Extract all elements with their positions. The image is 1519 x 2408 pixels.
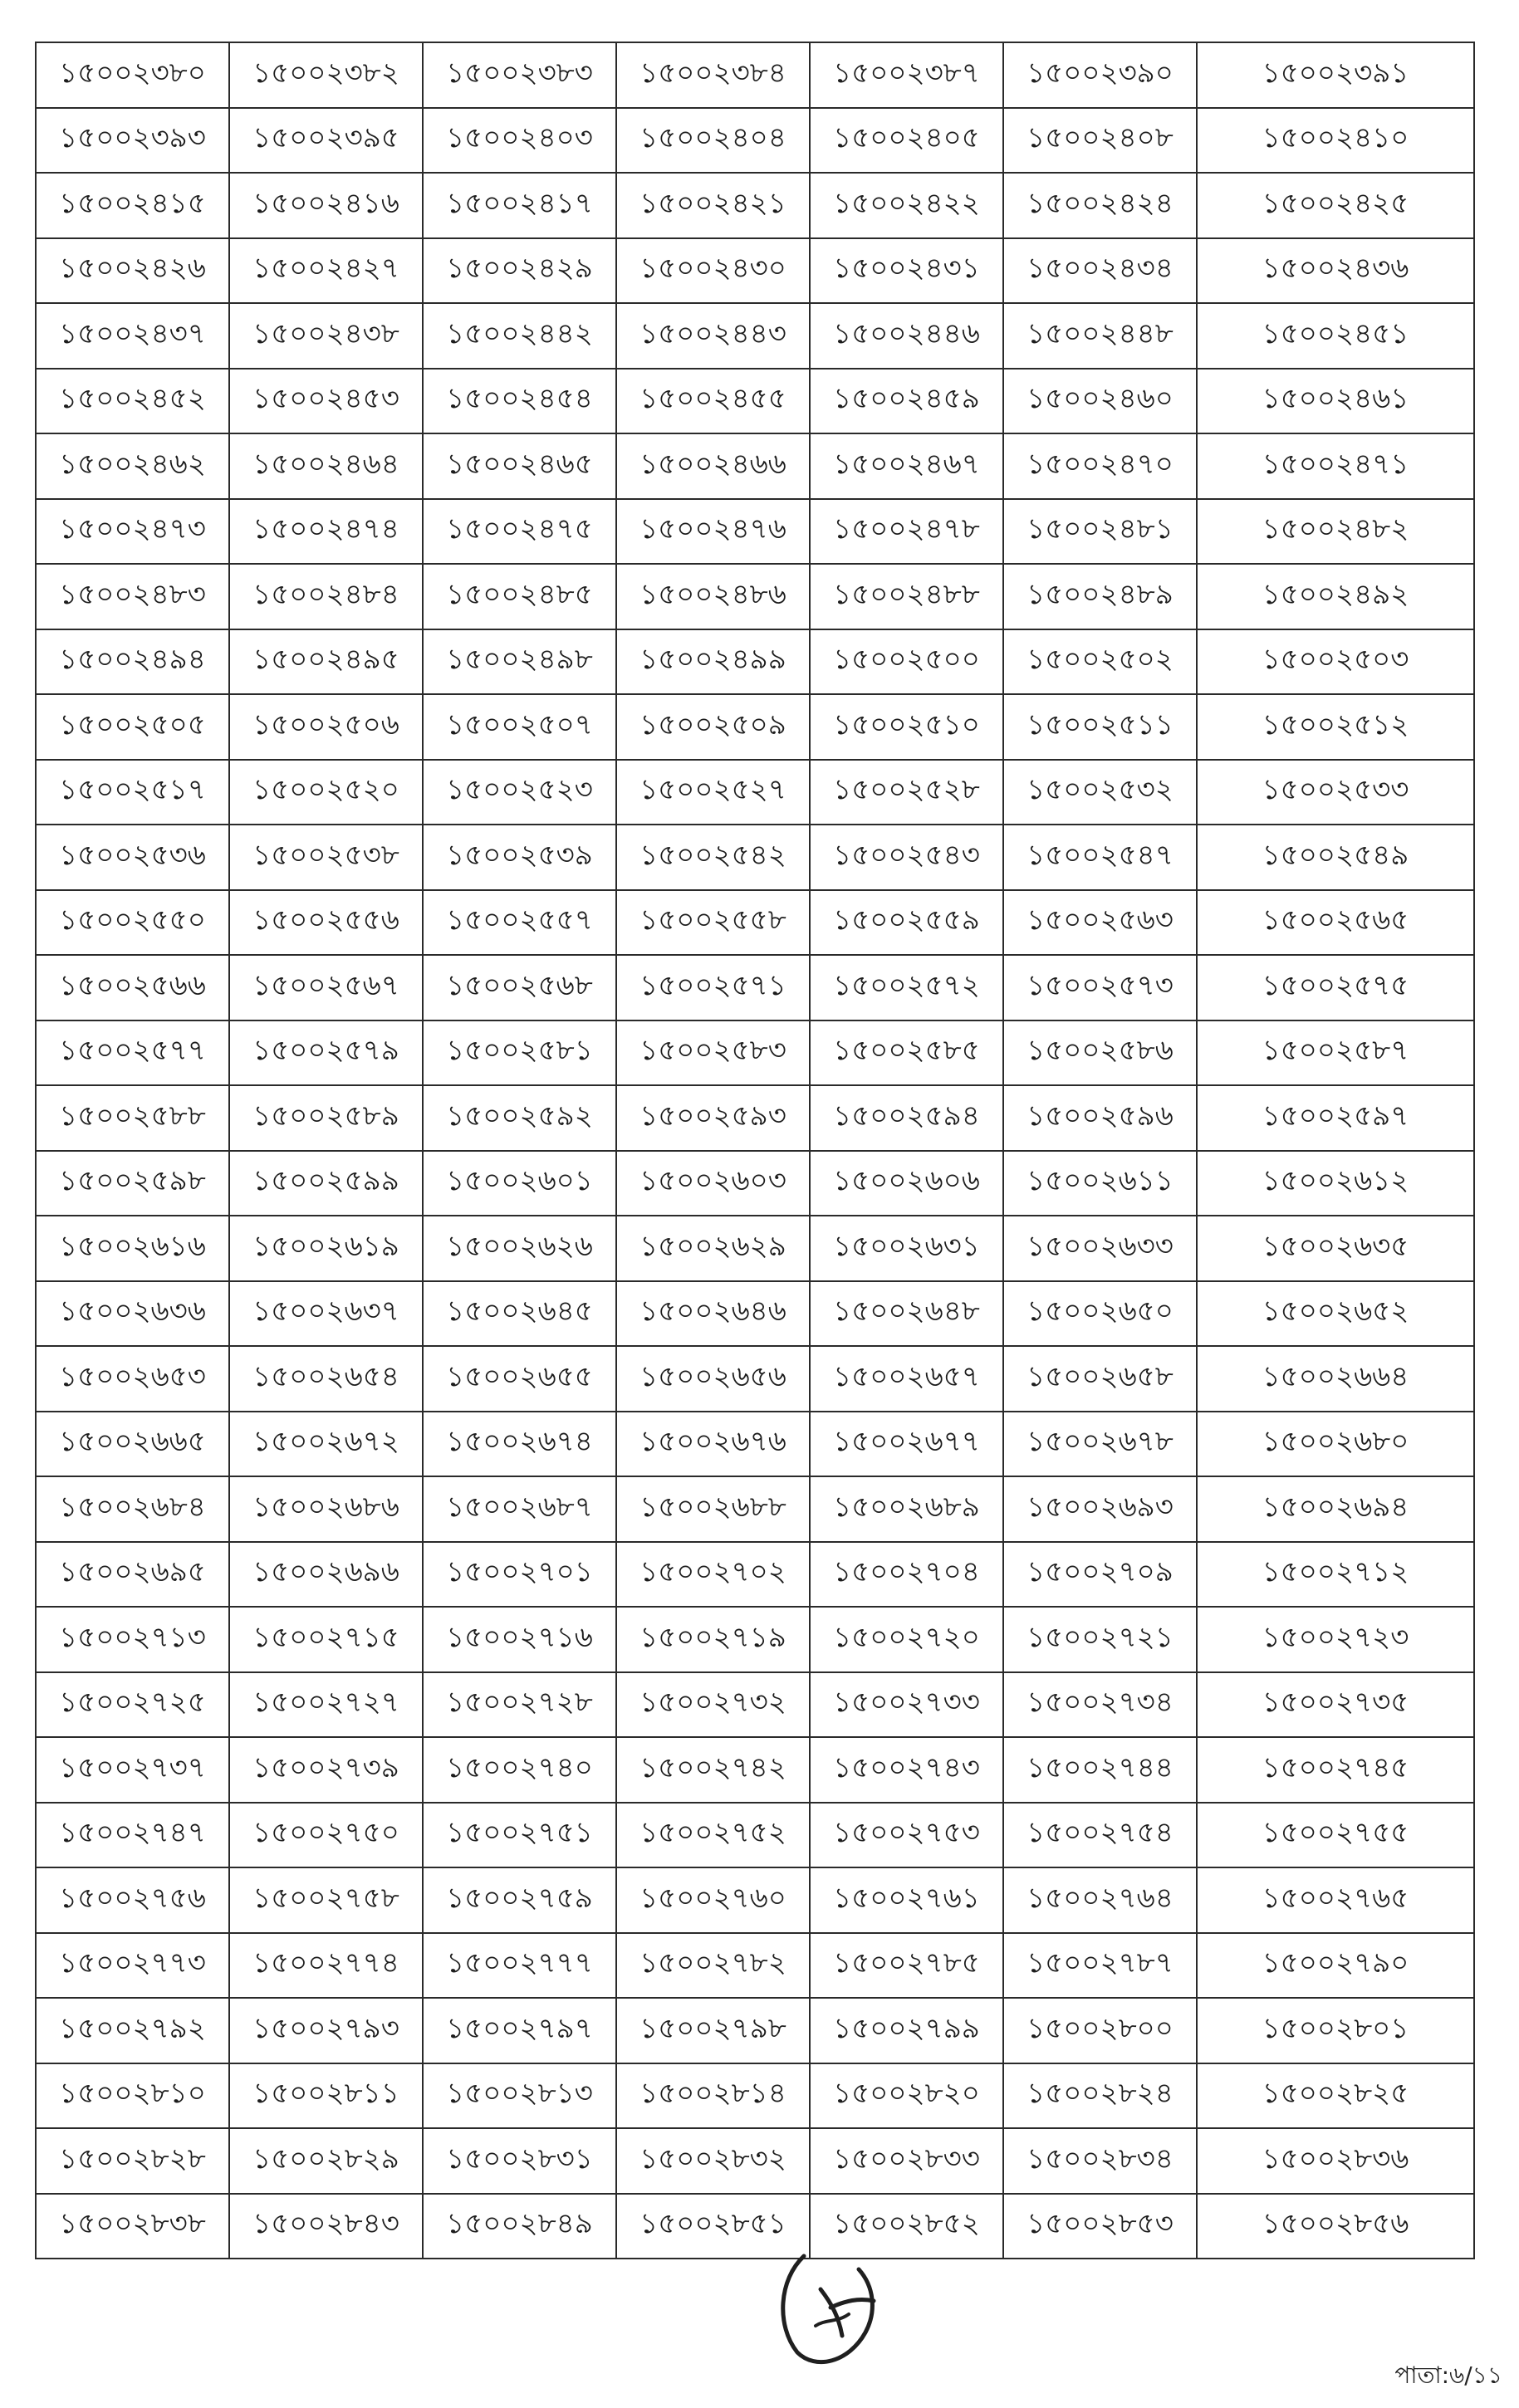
roll-number-cell: ১৫০০২৪৫২ [36,369,229,434]
roll-number-cell: ১৫০০২৭২০ [810,1607,1003,1672]
roll-number-cell: ১৫০০২৪৯৯ [616,629,810,695]
roll-number-cell: ১৫০০২৪৮৩ [36,564,229,629]
table-row [36,499,1474,565]
roll-number-cell: ১৫০০২৭৯৭ [423,1998,616,2063]
roll-number-cell: ১৫০০২৫২০ [229,760,423,825]
roll-number-cell: ১৫০০২৪৮৫ [423,564,616,629]
roll-number-cell: ১৫০০২৫৯২ [423,1085,616,1151]
roll-number-cell: ১৫০০২৪২৪ [1003,173,1197,238]
roll-number-cell: ১৫০০২৭৯৩ [229,1998,423,2063]
roll-number-cell: ১৫০০২৭৩৩ [810,1672,1003,1738]
roll-number-cell: ১৫০০২৮২৪ [1003,2063,1197,2129]
roll-number-cell: ১৫০০২৬৫২ [1197,1281,1474,1347]
table-row [36,42,1474,108]
roll-number-cell: ১৫০০২৪৯২ [1197,564,1474,629]
table-row [36,173,1474,238]
roll-number-cell: ১৫০০২৬৮৬ [229,1476,423,1542]
roll-number-cell: ১৫০০২৫৮১ [423,1020,616,1086]
roll-number-cell: ১৫০০২৭১২ [1197,1542,1474,1608]
roll-number-cell: ১৫০০২৭৩২ [616,1672,810,1738]
roll-number-cell: ১৫০০২৭৯০ [1197,1933,1474,1999]
roll-number-cell: ১৫০০২৪৩১ [810,238,1003,304]
roll-number-cell: ১৫০০২৪৭৫ [423,499,616,565]
table-row [36,760,1474,825]
roll-number-cell: ১৫০০২৫৮৮ [36,1085,229,1151]
roll-number-cell: ১৫০০২৬৫৩ [36,1346,229,1412]
roll-number-cell: ১৫০০২৮৩২ [616,2128,810,2194]
roll-number-cell: ১৫০০২৪৭০ [1003,433,1197,499]
roll-number-cell: ১৫০০২৬৯৫ [36,1542,229,1608]
signature-mark [772,2246,897,2371]
roll-number-cell: ১৫০০২৫৩৮ [229,825,423,890]
roll-number-cell: ১৫০০২৬৭৮ [1003,1412,1197,1477]
table-row [36,1933,1474,1999]
roll-number-cell: ১৫০০২৫১০ [810,694,1003,760]
roll-number-cell: ১৫০০২৪৪৮ [1003,303,1197,369]
roll-number-cell: ১৫০০২৭৯৯ [810,1998,1003,2063]
roll-number-cell: ১৫০০২৫৫০ [36,890,229,956]
roll-number-cell: ১৫০০২৫৯৯ [229,1151,423,1216]
table-row [36,238,1474,304]
roll-number-cell: ১৫০০২৬৮৪ [36,1476,229,1542]
roll-number-table [35,42,1475,2259]
roll-number-cell: ১৫০০২৪৬৭ [810,433,1003,499]
roll-number-cell: ১৫০০২৬৩৩ [1003,1216,1197,1281]
table-row [36,694,1474,760]
roll-number-cell: ১৫০০২৮৩১ [423,2128,616,2194]
table-row [36,825,1474,890]
roll-number-cell: ১৫০০২৮৫৩ [1003,2194,1197,2259]
roll-number-cell: ১৫০০২৪৭৪ [229,499,423,565]
roll-number-cell: ১৫০০২৪৭১ [1197,433,1474,499]
roll-number-cell: ১৫০০২৫০৬ [229,694,423,760]
roll-number-cell: ১৫০০২৪৫৪ [423,369,616,434]
roll-number-cell: ১৫০০২৬৩৫ [1197,1216,1474,1281]
roll-number-cell: ১৫০০২৭৩৫ [1197,1672,1474,1738]
roll-number-cell: ১৫০০২৬৫৮ [1003,1346,1197,1412]
roll-number-cell: ১৫০০২৩৮০ [36,42,229,108]
roll-number-cell: ১৫০০২৪৪৬ [810,303,1003,369]
roll-number-cell: ১৫০০২৬০৩ [616,1151,810,1216]
roll-number-cell: ১৫০০২৬২৬ [423,1216,616,1281]
roll-number-cell: ১৫০০২৫২৭ [616,760,810,825]
roll-number-cell: ১৫০০২৬৭৭ [810,1412,1003,1477]
roll-number-cell: ১৫০০২৫৭২ [810,955,1003,1020]
roll-number-cell: ১৫০০২৬৭৬ [616,1412,810,1477]
roll-number-cell: ১৫০০২৭৬৫ [1197,1867,1474,1933]
roll-number-cell: ১৫০০২৮১৩ [423,2063,616,2129]
roll-number-cell: ১৫০০২৬৮৯ [810,1476,1003,1542]
roll-number-cell: ১৫০০২৩৯৫ [229,108,423,174]
roll-number-cell: ১৫০০২৬১১ [1003,1151,1197,1216]
table-row [36,433,1474,499]
roll-number-cell: ১৫০০২৭১৫ [229,1607,423,1672]
table-row [36,1607,1474,1672]
roll-number-cell: ১৫০০২৭৭৭ [423,1933,616,1999]
roll-number-cell: ১৫০০২৮৩৮ [36,2194,229,2259]
roll-number-cell: ১৫০০২৬২৯ [616,1216,810,1281]
roll-number-cell: ১৫০০২৪৩০ [616,238,810,304]
roll-number-cell: ১৫০০২৬৫৫ [423,1346,616,1412]
table-row [36,1998,1474,2063]
roll-number-cell: ১৫০০২৪১৬ [229,173,423,238]
roll-number-cell: ১৫০০২৫২৩ [423,760,616,825]
roll-number-cell: ১৫০০২৭৪৪ [1003,1737,1197,1803]
roll-number-cell: ১৫০০২৫৪৯ [1197,825,1474,890]
table-row [36,2128,1474,2194]
table-row [36,2063,1474,2129]
roll-number-cell: ১৫০০২৩৯১ [1197,42,1474,108]
roll-number-cell: ১৫০০২৬৯৬ [229,1542,423,1608]
roll-number-cell: ১৫০০২৫৫৬ [229,890,423,956]
roll-number-cell: ১৫০০২৫০৫ [36,694,229,760]
table-row [36,1737,1474,1803]
roll-number-cell: ১৫০০২৫০৭ [423,694,616,760]
roll-number-cell: ১৫০০২৫৩২ [1003,760,1197,825]
roll-number-cell: ১৫০০২৭৩৪ [1003,1672,1197,1738]
roll-number-cell: ১৫০০২৫৪৭ [1003,825,1197,890]
roll-number-cell: ১৫০০২৪৬৬ [616,433,810,499]
roll-number-cell: ১৫০০২৭৫৫ [1197,1803,1474,1868]
roll-number-cell: ১৫০০২৪৮৬ [616,564,810,629]
roll-number-cell: ১৫০০২৬৩১ [810,1216,1003,1281]
roll-number-cell: ১৫০০২৪৩৪ [1003,238,1197,304]
roll-number-cell: ১৫০০২৫৬৬ [36,955,229,1020]
roll-number-cell: ১৫০০২৭৫৮ [229,1867,423,1933]
roll-number-cell: ১৫০০২৮৩৩ [810,2128,1003,2194]
roll-number-cell: ১৫০০২৩৮২ [229,42,423,108]
roll-number-cell: ১৫০০২৬৪৬ [616,1281,810,1347]
table-row [36,1216,1474,1281]
roll-number-cell: ১৫০০২৬০১ [423,1151,616,1216]
roll-number-cell: ১৫০০২৫৮৬ [1003,1020,1197,1086]
roll-number-cell: ১৫০০২৭৪২ [616,1737,810,1803]
roll-number-cell: ১৫০০২৮১১ [229,2063,423,2129]
roll-number-cell: ১৫০০২৪৫১ [1197,303,1474,369]
table-row [36,1672,1474,1738]
roll-number-cell: ১৫০০২৪২৬ [36,238,229,304]
roll-number-cell: ১৫০০২৭০২ [616,1542,810,1608]
table-row [36,1867,1474,1933]
roll-number-cell: ১৫০০২৭৫৬ [36,1867,229,1933]
roll-number-cell: ১৫০০২৫৩৯ [423,825,616,890]
roll-number-cell: ১৫০০২৭১৯ [616,1607,810,1672]
roll-number-cell: ১৫০০২৬৯৪ [1197,1476,1474,1542]
roll-number-cell: ১৫০০২৮২৮ [36,2128,229,2194]
roll-number-cell: ১৫০০২৮৫১ [616,2194,810,2259]
roll-number-cell: ১৫০০২৪৭৩ [36,499,229,565]
roll-number-cell: ১৫০০২৫৯৭ [1197,1085,1474,1151]
roll-number-cell: ১৫০০২৫৯৪ [810,1085,1003,1151]
roll-number-cell: ১৫০০২৪৮৯ [1003,564,1197,629]
roll-number-cell: ১৫০০২৪২২ [810,173,1003,238]
roll-number-cell: ১৫০০২৪৭৬ [616,499,810,565]
roll-number-cell: ১৫০০২৪৫৯ [810,369,1003,434]
roll-number-cell: ১৫০০২৫৯৮ [36,1151,229,1216]
roll-number-cell: ১৫০০২৬৫৬ [616,1346,810,1412]
roll-number-cell: ১৫০০২৬৬৫ [36,1412,229,1477]
roll-number-cell: ১৫০০২৪৫৫ [616,369,810,434]
roll-number-cell: ১৫০০২৫৭১ [616,955,810,1020]
roll-number-cell: ১৫০০২৮২৯ [229,2128,423,2194]
roll-number-cell: ১৫০০২৫৭৯ [229,1020,423,1086]
roll-number-cell: ১৫০০২৪৫৩ [229,369,423,434]
roll-number-cell: ১৫০০২৪৬০ [1003,369,1197,434]
roll-number-cell: ১৫০০২৪২৭ [229,238,423,304]
table-row [36,108,1474,174]
roll-number-cell: ১৫০০২৫৮৩ [616,1020,810,1086]
table-row [36,629,1474,695]
roll-number-cell: ১৫০০২৪৩৬ [1197,238,1474,304]
roll-number-cell: ১৫০০২৫৫৮ [616,890,810,956]
roll-number-cell: ১৫০০২৮৩৬ [1197,2128,1474,2194]
roll-number-cell: ১৫০০২৭৫৯ [423,1867,616,1933]
roll-number-cell: ১৫০০২৬০৬ [810,1151,1003,1216]
roll-number-cell: ১৫০০২৭২১ [1003,1607,1197,1672]
roll-number-cell: ১৫০০২৫৭৭ [36,1020,229,1086]
roll-number-cell: ১৫০০২৬৭২ [229,1412,423,1477]
roll-number-cell: ১৫০০২৭৯২ [36,1998,229,2063]
roll-number-cell: ১৫০০২৪৭৮ [810,499,1003,565]
roll-number-cell: ১৫০০২৭৭৪ [229,1933,423,1999]
roll-number-cell: ১৫০০২৮৫২ [810,2194,1003,2259]
roll-number-cell: ১৫০০২৭৮৫ [810,1933,1003,1999]
roll-number-cell: ১৫০০২৫০৩ [1197,629,1474,695]
roll-number-cell: ১৫০০২৭৪০ [423,1737,616,1803]
roll-number-cell: ১৫০০২৬৮৮ [616,1476,810,1542]
roll-number-cell: ১৫০০২৪৯৮ [423,629,616,695]
roll-number-cell: ১৫০০২৪২১ [616,173,810,238]
roll-number-cell: ১৫০০২৬৭৪ [423,1412,616,1477]
roll-number-cell: ১৫০০২৫৬৮ [423,955,616,1020]
roll-number-cell: ১৫০০২৬৫৪ [229,1346,423,1412]
roll-number-cell: ১৫০০২৬৪৫ [423,1281,616,1347]
roll-number-cell: ১৫০০২৫৬৫ [1197,890,1474,956]
roll-number-cell: ১৫০০২৫৬৩ [1003,890,1197,956]
roll-number-cell: ১৫০০২৭৫২ [616,1803,810,1868]
roll-number-cell: ১৫০০২৪৬২ [36,433,229,499]
roll-number-cell: ১৫০০২৭০৯ [1003,1542,1197,1608]
roll-number-cell: ১৫০০২৬৪৮ [810,1281,1003,1347]
roll-number-cell: ১৫০০২৮২৫ [1197,2063,1474,2129]
table-row [36,1085,1474,1151]
roll-number-cell: ১৫০০২৮৫৬ [1197,2194,1474,2259]
roll-number-cell: ১৫০০২৭৪৩ [810,1737,1003,1803]
roll-number-cell: ১৫০০২৭৫৪ [1003,1803,1197,1868]
table-row [36,1803,1474,1868]
roll-number-cell: ১৫০০২৪৪২ [423,303,616,369]
roll-number-cell: ১৫০০২৫৭৩ [1003,955,1197,1020]
roll-number-cell: ১৫০০২৬১২ [1197,1151,1474,1216]
roll-number-cell: ১৫০০২৭৮৭ [1003,1933,1197,1999]
roll-number-cell: ১৫০০২৭১৩ [36,1607,229,1672]
roll-number-cell: ১৫০০২৭৯৮ [616,1998,810,2063]
table-row [36,1281,1474,1347]
roll-number-cell: ১৫০০২৭৩৭ [36,1737,229,1803]
roll-number-cell: ১৫০০২৬৩৭ [229,1281,423,1347]
table-row [36,955,1474,1020]
roll-number-cell: ১৫০০২৫০০ [810,629,1003,695]
roll-number-cell: ১৫০০২৬৮০ [1197,1412,1474,1477]
roll-number-cell: ১৫০০২৪৩৮ [229,303,423,369]
roll-number-cell: ১৫০০২৭৪৭ [36,1803,229,1868]
roll-number-cell: ১৫০০২৪০৪ [616,108,810,174]
roll-number-cell: ১৫০০২৮০০ [1003,1998,1197,2063]
roll-number-cell: ১৫০০২৮১৪ [616,2063,810,2129]
roll-number-cell: ১৫০০২৬১৬ [36,1216,229,1281]
roll-number-cell: ১৫০০২৭৫৩ [810,1803,1003,1868]
roll-number-cell: ১৫০০২৭৬০ [616,1867,810,1933]
roll-number-cell: ১৫০০২৮৪৩ [229,2194,423,2259]
roll-number-cell: ১৫০০২৫৭৫ [1197,955,1474,1020]
roll-number-cell: ১৫০০২৩৯৩ [36,108,229,174]
roll-number-cell: ১৫০০২৫৪৩ [810,825,1003,890]
roll-number-cell: ১৫০০২৫০৯ [616,694,810,760]
roll-number-cell: ১৫০০২৭৩৯ [229,1737,423,1803]
roll-number-cell: ১৫০০২৪৮৪ [229,564,423,629]
roll-number-cell: ১৫০০২৫৩৩ [1197,760,1474,825]
roll-number-cell: ১৫০০২৭২৩ [1197,1607,1474,1672]
roll-number-cell: ১৫০০২৫৪২ [616,825,810,890]
roll-number-cell: ১৫০০২৭৮২ [616,1933,810,1999]
table-row [36,369,1474,434]
roll-number-cell: ১৫০০২৭৬১ [810,1867,1003,1933]
roll-number-cell: ১৫০০২৫৯৩ [616,1085,810,1151]
roll-number-cell: ১৫০০২৪০৩ [423,108,616,174]
roll-number-cell: ১৫০০২৫৮৭ [1197,1020,1474,1086]
roll-number-cell: ১৫০০২৪৯৫ [229,629,423,695]
roll-number-cell: ১৫০০২৬৮৭ [423,1476,616,1542]
table-row [36,1346,1474,1412]
roll-number-cell: ১৫০০২৪৪৩ [616,303,810,369]
roll-number-cell: ১৫০০২৩৮৩ [423,42,616,108]
roll-number-cell: ১৫০০২৪৬৫ [423,433,616,499]
roll-number-cell: ১৫০০২৫১২ [1197,694,1474,760]
roll-number-cell: ১৫০০২৩৯০ [1003,42,1197,108]
roll-number-cell: ১৫০০২৮০১ [1197,1998,1474,2063]
roll-number-cell: ১৫০০২৪৮৮ [810,564,1003,629]
roll-number-cell: ১৫০০২৭৬৪ [1003,1867,1197,1933]
roll-number-cell: ১৫০০২৮২০ [810,2063,1003,2129]
table-row [36,890,1474,956]
roll-number-cell: ১৫০০২৭৪৫ [1197,1737,1474,1803]
roll-number-cell: ১৫০০২৭২৮ [423,1672,616,1738]
roll-number-cell: ১৫০০২৭২৭ [229,1672,423,1738]
table-row [36,1476,1474,1542]
roll-number-cell: ১৫০০২৭১৬ [423,1607,616,1672]
roll-number-cell: ১৫০০২৬৩৬ [36,1281,229,1347]
roll-number-cell: ১৫০০২৮৪৯ [423,2194,616,2259]
roll-number-cell: ১৫০০২৩৮৭ [810,42,1003,108]
roll-number-cell: ১৫০০২৪৬১ [1197,369,1474,434]
roll-number-cell: ১৫০০২৪৩৭ [36,303,229,369]
roll-number-cell: ১৫০০২৪৯৪ [36,629,229,695]
roll-number-cell: ১৫০০২৫৯৬ [1003,1085,1197,1151]
roll-number-cell: ১৫০০২৭০১ [423,1542,616,1608]
table-row [36,1151,1474,1216]
table-row [36,1412,1474,1477]
table-row [36,564,1474,629]
roll-number-cell: ১৫০০২৪১৫ [36,173,229,238]
roll-number-cell: ১৫০০২৫৮৯ [229,1085,423,1151]
roll-number-cell: ১৫০০২৭৫০ [229,1803,423,1868]
table-row [36,2194,1474,2259]
roll-number-cell: ১৫০০২৫২৮ [810,760,1003,825]
roll-number-cell: ১৫০০২৪৬৪ [229,433,423,499]
roll-number-cell: ১৫০০২৭৫১ [423,1803,616,1868]
roll-number-cell: ১৫০০২৭৭৩ [36,1933,229,1999]
roll-number-cell: ১৫০০২৪০৫ [810,108,1003,174]
roll-number-cell: ১৫০০২৫১৭ [36,760,229,825]
roll-number-cell: ১৫০০২৬৯৩ [1003,1476,1197,1542]
roll-number-cell: ১৫০০২৫৫৯ [810,890,1003,956]
roll-number-cell: ১৫০০২৫৩৬ [36,825,229,890]
roll-number-cell: ১৫০০২৫০২ [1003,629,1197,695]
roll-number-cell: ১৫০০২৫৫৭ [423,890,616,956]
table-row [36,303,1474,369]
roll-table-body [36,42,1474,2259]
table-row [36,1020,1474,1086]
page-number: পাতা:৬/১১ [1394,2362,1502,2389]
table-row [36,1542,1474,1608]
roll-number-cell: ১৫০০২৬৫৭ [810,1346,1003,1412]
roll-number-cell: ১৫০০২৮১০ [36,2063,229,2129]
roll-number-cell: ১৫০০২৪২৯ [423,238,616,304]
roll-number-cell: ১৫০০২৬৬৪ [1197,1346,1474,1412]
roll-number-cell: ১৫০০২৪১৭ [423,173,616,238]
roll-number-cell: ১৫০০২৫১১ [1003,694,1197,760]
roll-number-cell: ১৫০০২৪১০ [1197,108,1474,174]
roll-number-cell: ১৫০০২৩৮৪ [616,42,810,108]
roll-number-cell: ১৫০০২৭২৫ [36,1672,229,1738]
roll-number-cell: ১৫০০২৪২৫ [1197,173,1474,238]
roll-number-cell: ১৫০০২৬৫০ [1003,1281,1197,1347]
roll-number-cell: ১৫০০২৪০৮ [1003,108,1197,174]
roll-number-cell: ১৫০০২৫৬৭ [229,955,423,1020]
roll-number-cell: ১৫০০২৬১৯ [229,1216,423,1281]
roll-number-cell: ১৫০০২৮৩৪ [1003,2128,1197,2194]
roll-number-cell: ১৫০০২৫৮৫ [810,1020,1003,1086]
roll-number-cell: ১৫০০২৪৮১ [1003,499,1197,565]
roll-number-cell: ১৫০০২৭০৪ [810,1542,1003,1608]
roll-number-cell: ১৫০০২৪৮২ [1197,499,1474,565]
